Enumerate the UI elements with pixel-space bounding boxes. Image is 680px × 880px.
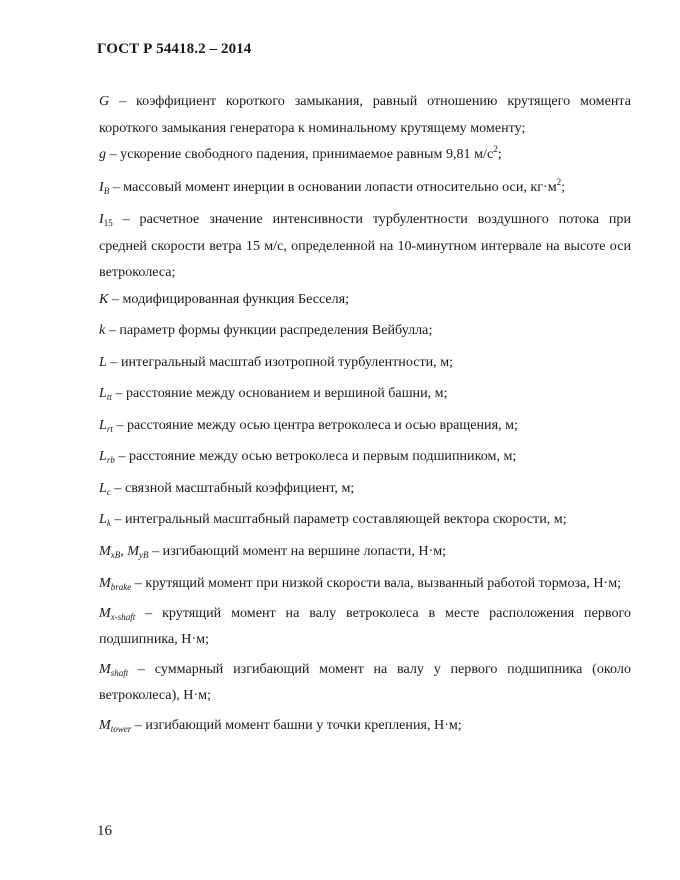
symbol: M [99,660,111,677]
definition: – крутящий момент при низкой скорости вала, вызванный работой тормоза, Н·м; [134,575,622,591]
definition: – суммарный изгибающий момент на валу у первого подшипника (около ветроколеса), Н·м; [99,660,631,703]
symbol-2: M [127,542,140,559]
definition: – параметр формы функции распределения Вейбулла; [108,322,433,338]
symbol: L [99,353,107,370]
symbol: K [99,290,109,307]
entry-Mshaft [99,656,631,709]
symbol: I [99,211,104,227]
definition: – изгибающий момент башни у точки крепления, Н·м; [134,716,462,733]
entry-K [99,286,631,313]
symbol: M [99,575,111,591]
subscript: k [106,518,111,528]
entry-k [99,317,631,344]
definition: – модифицированная функция Бесселя; [111,290,350,307]
definition: – связной масштабный коэффициент, м; [114,479,355,496]
symbol: L [99,448,107,464]
definition: – изгибающий момент на вершине лопасти, Н·м; [152,542,447,559]
definition: – массовый момент инерции в основании лопасти относительно оси, кг·м [112,178,557,195]
definition: – расстояние между осью ветроколеса и первым подшипником, м; [118,448,517,464]
definition: – ускорение свободного падения, принимаемое равным 9,81 м/с [109,146,494,162]
entry-Lrb [99,443,631,470]
subscript: shaft [110,667,129,678]
entry-Lrt [99,412,631,439]
symbol: L [99,385,107,401]
entry-Mx-shaft [99,600,631,653]
subscript: tt [106,392,112,402]
definition: – расстояние между осью центра ветроколеса и осью вращения, м; [116,416,518,433]
subscript: xB [110,549,121,560]
superscript: 2 [493,144,498,154]
definition: – интегральный масштабный параметр составляющей вектора скорости, м; [114,511,567,527]
symbol-list [99,88,631,738]
subscript: x-shaft [110,611,136,622]
definition: – крутящий момент на валу ветроколеса в месте расположения первого подшипника, Н·м; [99,604,631,647]
symbol: M [99,604,111,621]
entry-IB [99,174,631,201]
definition: – расстояние между основанием и вершиной башни, м; [115,385,448,401]
entry-Lk [99,506,631,533]
subscript: rt [106,423,113,434]
subscript: rb [106,455,115,465]
entry-G [99,88,631,141]
superscript: 2 [556,176,562,187]
symbol: M [99,542,111,559]
symbol: G [99,93,110,109]
definition: – интегральный масштаб изотропной турбулентности, м; [110,353,454,370]
entry-I15 [99,206,631,286]
entry-L [99,349,631,376]
subscript: tower [110,723,132,734]
symbol: I [99,178,104,195]
separator: , [120,542,128,559]
subscript: B [103,185,110,196]
punctuation: ; [497,146,502,162]
entry-Lc [99,475,631,502]
page-number: 16 [97,823,112,839]
entry-Ltt [99,380,631,407]
symbol: k [99,322,106,338]
symbol: L [99,479,107,496]
punctuation: ; [561,178,566,195]
symbol: L [99,416,107,433]
subscript: brake [110,582,132,592]
subscript: c [106,486,111,497]
document-header: ГОСТ Р 54418.2 – 2014 [97,41,252,57]
symbol: M [99,716,111,733]
definition: – расчетное значение интенсивности турбулентности воздушного потока при средней скорости ветра 15 м/с, определенной на 10-минутном интервале на высоте оси ветроколеса; [99,211,631,280]
subscript: 15 [103,218,113,228]
entry-g [99,141,631,168]
entry-Mtower [99,712,631,739]
subscript-2: yB [139,549,149,560]
entry-MxB-MyB [99,538,631,565]
symbol: g [99,146,107,162]
entry-Mbrake [99,570,631,597]
definition: – коэффициент короткого замыкания, равный отношению крутящего момента короткого замыкания генератора к номинальному крутящему моменту; [99,93,631,136]
symbol: L [99,511,107,527]
